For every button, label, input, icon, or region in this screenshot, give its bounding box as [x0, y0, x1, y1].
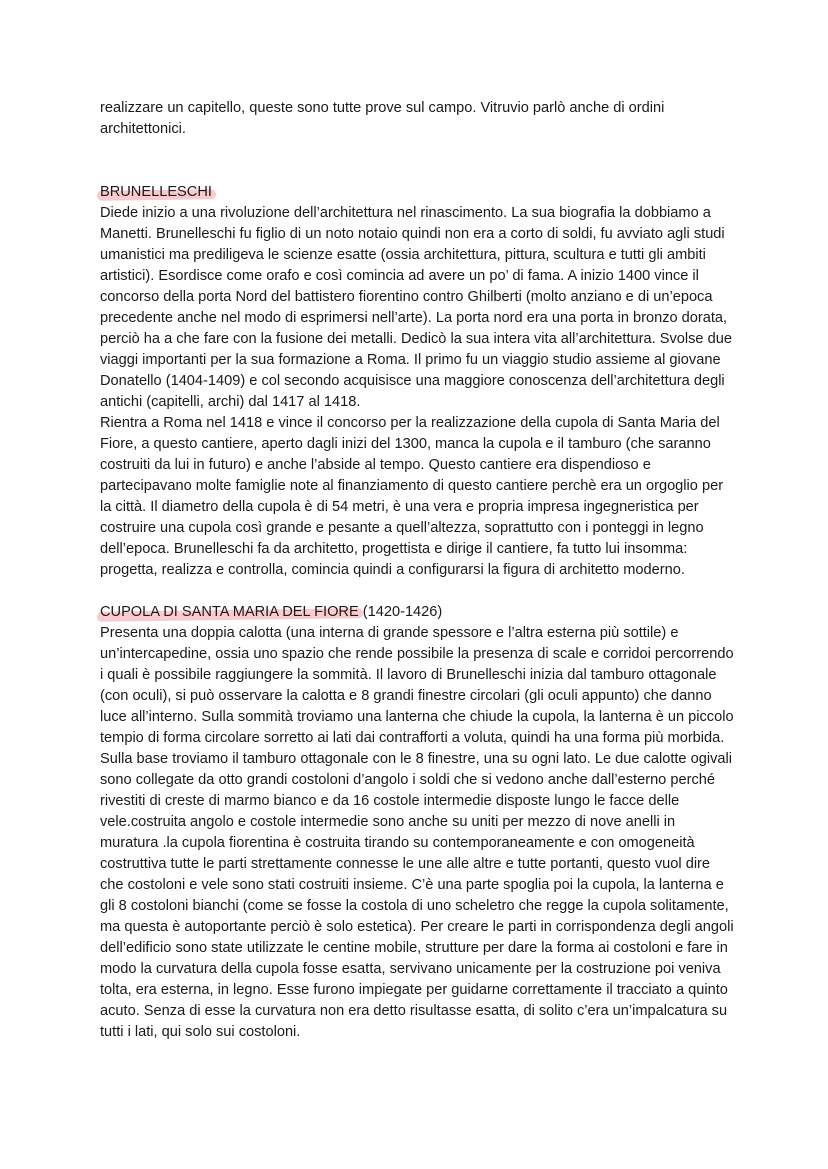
highlighted-heading-text: BRUNELLESCHI [100, 184, 212, 200]
paragraph-brunelleschi-bio: Diede inizio a una rivoluzione dell’architettura nel rinascimento. La sua biografia la dobbiamo a Manetti. Brunelleschi fu figlio di un noto notaio quindi non era a corto di soldi, fu avviato agli studi umanistici ma prediligeva le scienze esatte (ossia architettura, pittura, scultura e tutti gli ambiti artistici). Esordisce come orafo e così comincia ad avere un po’ di fama. A inizio 1400 vince il concorso della porta Nord del battistero fiorentino contro Ghilberti (molto anziano e di un’epoca precedente anche nel modo di esprimersi nell’arte). La porta nord era una porta in bronzo dorata, perciò ha a che fare con la fusione dei metalli. Dedicò la sua intera vita all’architettura. Svolse due viaggi importanti per la sua formazione a Roma. Il primo fu un viaggio studio assieme al giovane Donatello (1404-1409) e col secondo acquisisce una maggiore conoscenza dell’architettura degli antichi (capitelli, archi) dal 1417 al 1418. [100, 205, 732, 410]
heading-dates: (1420-1426) [358, 604, 443, 620]
intro-paragraph: realizzare un capitello, queste sono tutte prove sul campo. Vitruvio parlò anche di ordini architettonici. [100, 100, 665, 137]
section-spacer [100, 581, 734, 602]
highlighted-heading-text: CUPOLA DI SANTA MARIA DEL FIORE [100, 604, 359, 620]
section-heading-brunelleschi [100, 182, 734, 203]
section-heading-cupola [100, 602, 734, 623]
section-cupola [100, 602, 734, 1043]
document-body [100, 98, 734, 1043]
paragraph-cupola-description: Presenta una doppia calotta (una interna di grande spessore e l’altra esterna più sottile) e un’intercapedine, ossia uno spazio che rende possibile la presenza di scale e corridoi percorrendo i quali è possibile raggiungere la sommità. Il lavoro di Brunelleschi inizia dal tamburo ottagonale (con oculi), si può osservare la calotta e 8 grandi finestre circolari (gli oculi appunto) che danno luce all’interno. Sulla sommità troviamo una lanterna che chiude la cupola, la lanterna è un piccolo tempio di forma circolare sorretto ai lati dai contrafforti a voluta, quindi ha una forma più morbida. Sulla base troviamo il tamburo ottagonale con le 8 finestre, una su ogni lato. Le due calotte ogivali sono collegate da otto grandi costoloni d’angolo i soldi che si vedono anche dall’esterno perché rivestiti di creste di marmo bianco e da 16 costole intermedie disposte lungo le facce delle vele.costruita angolo e costole intermedie sono anche su uniti per mezzo di nove anelli in muratura .la cupola fiorentina è costruita tirando su contemporaneamente e con omogeneità costruttiva tutte le parti strettamente connesse le une alle altre e tutte portanti, questo vuol dire che costoloni e vele sono stati costruiti insieme. C’è una parte spoglia poi la cupola, la lanterna e gli 8 costoloni bianchi (come se fosse la costola di uno scheletro che regge la cupola solitamente, ma questa è autoportante perciò è solo estetica). Per creare le parti in corrispondenza degli angoli dell’edificio sono state utilizzate le centine mobile, strutture per dare la forma ai costoloni e fare in modo la curvatura della cupola fosse esatta, servivano unicamente per la costruzione poi veniva tolta, era esterna, in legno. Esse furono impiegate per guidarne correttamente il tracciato a quinto acuto. Senza di esse la curvatura non era detto risultasse esatta, di solito c’era un’impalcatura su tutti i lati, qui solo sui costoloni. [100, 625, 734, 1040]
section-brunelleschi [100, 182, 734, 581]
paragraph-brunelleschi-cantiere: Rientra a Roma nel 1418 e vince il concorso per la realizzazione della cupola di Santa Maria del Fiore, a questo cantiere, aperto dagli inizi del 1300, manca la cupola e il tamburo (che saranno costruiti da lui in futuro) e anche l’abside al tempo. Questo cantiere era dispendioso e partecipavano molte famiglie note al finanziamento di questo cantiere perchè era un orgoglio per la città. Il diametro della cupola è di 54 metri, è una vera e propria impresa ingegneristica per costruire una cupola così grande e pesante a quell’altezza, soprattutto con i ponteggi in legno dell’epoca. Brunelleschi fa da architetto, progettista e dirige il cantiere, fa tutto lui insomma: progetta, realizza e controlla, comincia quindi a configurarsi la figura di architetto moderno. [100, 415, 724, 578]
